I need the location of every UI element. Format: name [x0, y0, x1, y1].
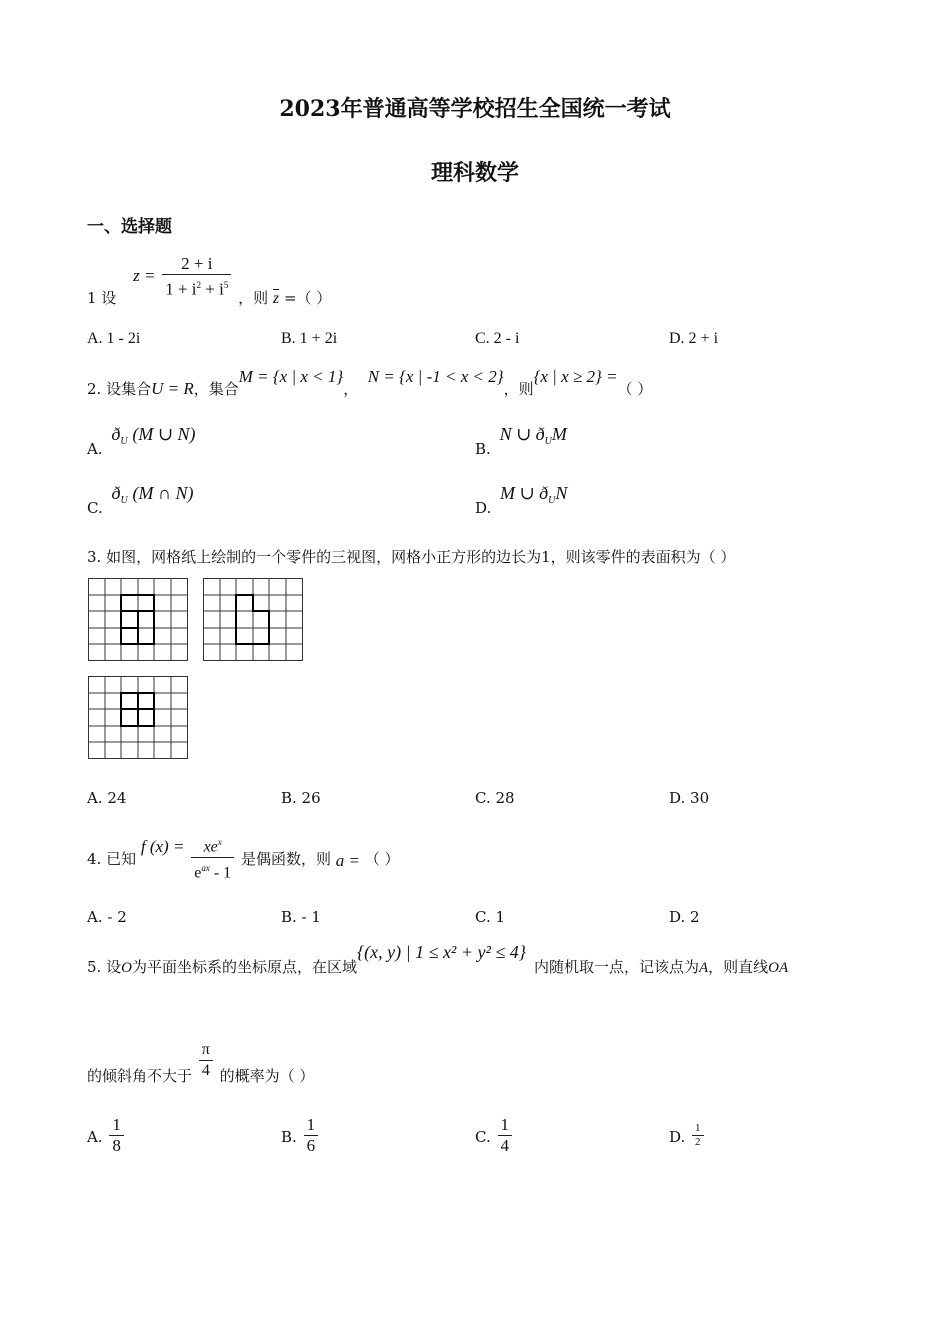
q2-set-n: N = {x | -1 < x < 2}: [367, 367, 504, 386]
q5-option-c: C. $\frac{1}{4}$: [475, 1115, 514, 1156]
q5-region: {(x, y) | 1 ≤ x² + y² ≤ 4}: [356, 942, 526, 962]
question-1: [87, 242, 332, 307]
complement-symbol: ð: [111, 424, 121, 444]
q5-option-b: B. $\frac{1}{6}$: [281, 1115, 320, 1156]
exam-subtitle: 理科数学: [430, 160, 519, 186]
front-view-grid: [88, 578, 189, 662]
side-view-grid: [203, 578, 304, 662]
q4-lead: 4. 已知: [87, 849, 137, 868]
q4-param: a =: [335, 850, 360, 870]
q2-comma2: ，: [343, 380, 359, 398]
q4-mid: 是偶函数，则: [240, 849, 331, 868]
q4-fraction: $\frac{xe^x}{e^{ax} - 1}$: [191, 832, 234, 884]
q4-function: f (x) =: [140, 836, 185, 856]
q1-numerator: 2 + i: [162, 254, 231, 275]
exam-title: 2023年普通高等学校招生全国统一考试: [279, 96, 671, 122]
q1-option-b: B. 1 + 2i: [281, 330, 338, 347]
q5-option-d: D. $\frac{1}{2}$: [669, 1122, 706, 1149]
q4-option-b: B. - 1: [281, 908, 321, 926]
q4-option-a: A. - 2: [87, 908, 127, 926]
q1-option-a: A. 1 - 2i: [87, 330, 141, 347]
q2-option-c: C. $ð_U$ (M ∩ N): [87, 483, 194, 517]
q2-comma1: ，集合: [193, 380, 239, 398]
q2-set-m: M = {x | x < 1}: [238, 367, 344, 386]
question-5-line2: 的倾斜角不大于 $\frac{\pi}{4}$ 的概率为（ ）: [87, 1041, 315, 1085]
q4-tail: （ ）: [364, 849, 400, 868]
q1-option-d: D. 2 + i: [669, 330, 719, 347]
q1-conjugate: $\overline{z}$: [272, 289, 280, 307]
q2-tail: （ ）: [617, 380, 653, 398]
q1-denominator: $1 + i^2 + i^5$: [165, 279, 229, 299]
q2-option-a: A. $ð_U$ (M ∪ N): [87, 424, 196, 458]
q5-option-a: A. $\frac{1}{8}$: [87, 1115, 126, 1156]
question-4: [87, 822, 400, 882]
q2-mid: ，则: [503, 380, 534, 398]
q3-option-b: B. 26: [281, 789, 321, 807]
q4-option-d: D. 2: [669, 908, 700, 926]
q2-universe: U = R: [151, 379, 194, 398]
section-heading: 一、选择题: [87, 217, 172, 237]
top-view-grid: [88, 676, 189, 760]
q3-option-c: C. 28: [475, 789, 515, 807]
q1-lead: 1 设: [87, 288, 117, 307]
q1-tail: =（ ）: [283, 288, 332, 307]
question-5-line1: 5. 设O为平面坐标系的坐标原点，在区域{(x, y) | 1 ≤ x² + y² ≤ 4}内随机取一点，记该点为A，则直线OA: [87, 942, 789, 976]
question-3: 3. 如图，网格纸上绘制的一个零件的三视图，网格小正方形的边长为1，则该零件的表面积为（ ）: [87, 548, 736, 566]
q3-option-a: A. 24: [87, 789, 127, 807]
q4-option-c: C. 1: [475, 908, 506, 926]
q2-lead: 2. 设集合: [87, 380, 152, 398]
q1-variable: z =: [133, 265, 156, 285]
q1-fraction: [162, 254, 231, 300]
q2-target-set: {x | x ≥ 2} =: [533, 367, 618, 386]
q2-option-b: B. N ∪ $ð_UM$: [475, 424, 567, 458]
q3-option-d: D. 30: [669, 789, 710, 807]
question-2: [87, 366, 653, 398]
q1-mid: ，则: [238, 288, 269, 307]
q5-angle-fraction: $\frac{\pi}{4}$: [199, 1040, 213, 1081]
q2-option-d: D. M ∪ $ð_UN$: [475, 483, 568, 517]
q1-option-c: C. 2 - i: [475, 330, 520, 347]
